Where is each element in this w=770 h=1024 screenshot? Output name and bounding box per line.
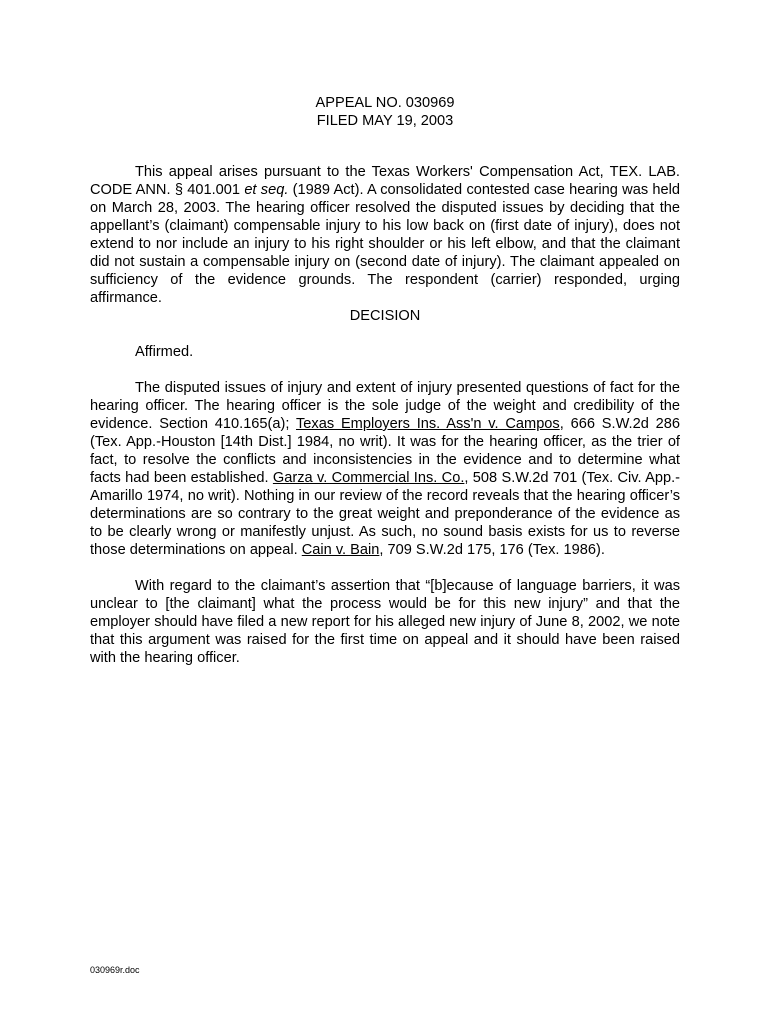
italic-et-seq: et seq. [244,182,289,198]
paragraph-language-barrier: With regard to the claimant’s assertion that “[b]ecause of language barriers, it was unclear to [the claimant] what the process would be for this new injury” and that the employer should have filed a new report for his alleged new injury of June 8, 2002, we note that this argument was raised for the first time on appeal and it should have been raised with the hearing officer. [90,578,680,666]
paragraph-analysis [90,379,680,559]
decision-heading: DECISION [349,308,421,324]
paragraph-text: , 709 S.W.2d 175, 176 (Tex. 1986). [379,542,605,558]
document-body [90,163,680,667]
appeal-number: APPEAL NO. 030969 [315,95,455,111]
paragraph-background [90,163,680,307]
case-citation: Garza v. Commercial Ins. Co. [272,470,465,486]
case-citation: Texas Employers Ins. Ass'n v. Campos [296,416,560,432]
filed-date: FILED MAY 19, 2003 [316,113,454,129]
case-citation: Cain v. Bain [301,542,380,558]
footer-filename: 030969r.doc [90,965,140,975]
paragraph-text: This appeal arises pursuant to the Texas Workers' Compensation Act, TEX. LAB. CODE ANN. § 401.001 [90,164,680,198]
paragraph-text: (1989 Act). A consolidated contested case hearing was held on March 28, 2003. The hearing officer resolved the disputed issues by deciding that the appellant’s (claimant) compensable injury to his low back on (first date of injury), does not extend to nor include an injury to his right shoulder or his left elbow, and that the claimant did not sustain a compensable injury on (second date of injury). The claimant appealed on sufficiency of the evidence grounds. The respondent (carrier) responded, urging affirmance. [90,182,681,306]
paragraph-text: The disputed issues of injury and extent of injury presented questions of fact for the hearing officer. The hearing officer is the sole judge of the weight and credibility of the evidence. Section 410.165(a); [90,380,680,432]
affirmed-paragraph: Affirmed. [135,344,194,360]
paragraph-text: , 666 S.W.2d 286 (Tex. App.-Houston [14th Dist.] 1984, no writ). It was for the hearing officer, as the trier of fact, to resolve the conflicts and inconsistencies in the evidence and to determine what facts had been established. [90,416,680,486]
paragraph-text: , 508 S.W.2d 701 (Tex. Civ. App.-Amarillo 1974, no writ). Nothing in our review of the record reveals that the hearing officer’s determinations are so contrary to the great weight and preponderance of the evidence as to be clearly wrong or manifestly unjust. As such, no sound basis exists for us to reverse those determinations on appeal. [90,470,680,558]
document-header [0,94,770,130]
